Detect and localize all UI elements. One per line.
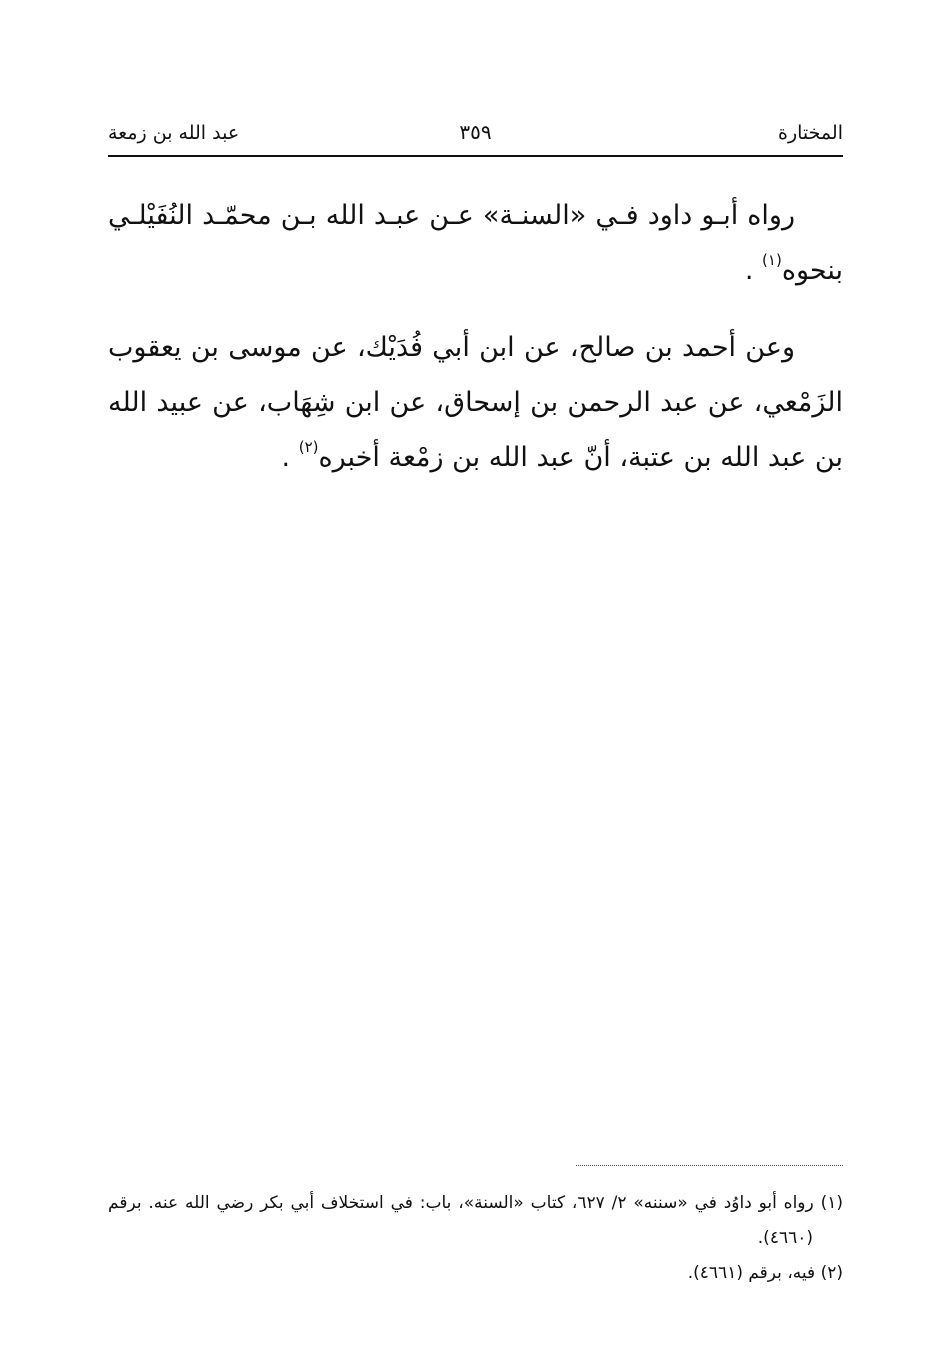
footnote-1: (١) رواه أبو داوُد في «سننه» ٢/ ٦٢٧، كتاب «السنة»، باب: في استخلاف أبي بكر رضي الله عنه. برقم (٤٦٦٠). <box>108 1193 843 1248</box>
main-text <box>108 188 843 507</box>
paragraph-2 <box>108 320 843 485</box>
paragraph-2-end: . <box>281 442 291 473</box>
chapter-title: عبد الله بن زمعة <box>108 122 240 144</box>
paragraph-1-end: . <box>744 255 754 286</box>
page-number: ٣٥٩ <box>459 120 492 144</box>
page-header <box>108 118 843 154</box>
footnote-ref-2[interactable]: (٢) <box>298 438 319 456</box>
header-divider <box>108 155 843 157</box>
footnote-divider <box>576 1165 843 1166</box>
footnote-2: (٢) فيه، برقم (٤٦٦١). <box>687 1263 843 1283</box>
paragraph-1-text: رواه أبـو داود فـي «السنـة» عـن عبـد الله بـن محمّـد النُفَيْلـي بنحوه <box>108 200 843 286</box>
book-title: المختارة <box>778 122 843 144</box>
paragraph-2-text: وعن أحمد بن صالح، عن ابن أبي فُدَيْك، عن موسى بن يعقوب الزَمْعي، عن عبد الرحمن بن إسحاق، عن ابن شِهَاب، عن عبيد الله بن عبد الله بن عتبة، أنّ عبد الله بن زمْعة أخبره <box>108 332 843 473</box>
paragraph-1 <box>108 188 843 298</box>
footnote-ref-1[interactable]: (١) <box>762 251 782 269</box>
footnotes <box>108 1186 843 1291</box>
